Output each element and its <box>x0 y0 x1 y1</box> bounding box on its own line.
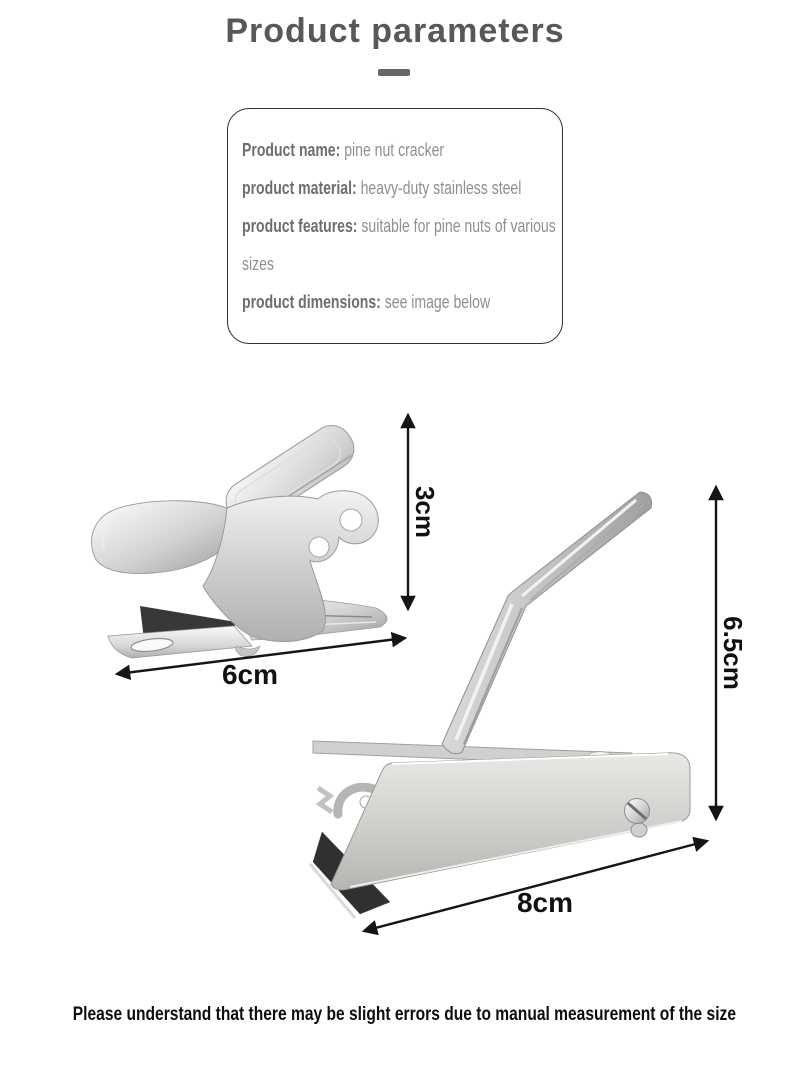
dimension-label-8cm: 8cm <box>516 887 574 918</box>
dimension-diagram <box>0 400 790 960</box>
dimension-label-6cm: 6cm <box>221 659 279 690</box>
dimension-label-3cm: 3cm <box>410 485 441 539</box>
footer-disclaimer <box>0 1004 790 1026</box>
product-dimensions-value: see image below <box>384 292 491 312</box>
product-features-value: suitable for pine nuts of various sizes <box>242 216 556 274</box>
product-dimensions-label: product dimensions: <box>242 292 381 312</box>
product-name-label: Product name: <box>242 140 341 160</box>
small-cracker-photo <box>92 418 387 658</box>
product-material-value: heavy-duty stainless steel <box>360 178 522 198</box>
title-underline-dash <box>378 69 410 76</box>
footer-disclaimer-text: Please understand that there may be slight errors due to manual measurement of the size <box>72 1004 736 1025</box>
product-info-row-name <box>242 131 563 169</box>
product-info-row-dimensions <box>242 283 563 321</box>
product-features-label: product features: <box>242 216 358 236</box>
product-info-row-features <box>242 207 563 283</box>
product-material-label: product material: <box>242 178 357 198</box>
page-title: Product parameters <box>225 12 565 50</box>
large-cracker-photo <box>310 492 690 918</box>
dimension-label-6-5cm: 6.5cm <box>718 616 749 690</box>
product-info-row-material <box>242 169 563 207</box>
product-info-box <box>227 108 563 344</box>
product-name-value: pine nut cracker <box>344 140 445 160</box>
